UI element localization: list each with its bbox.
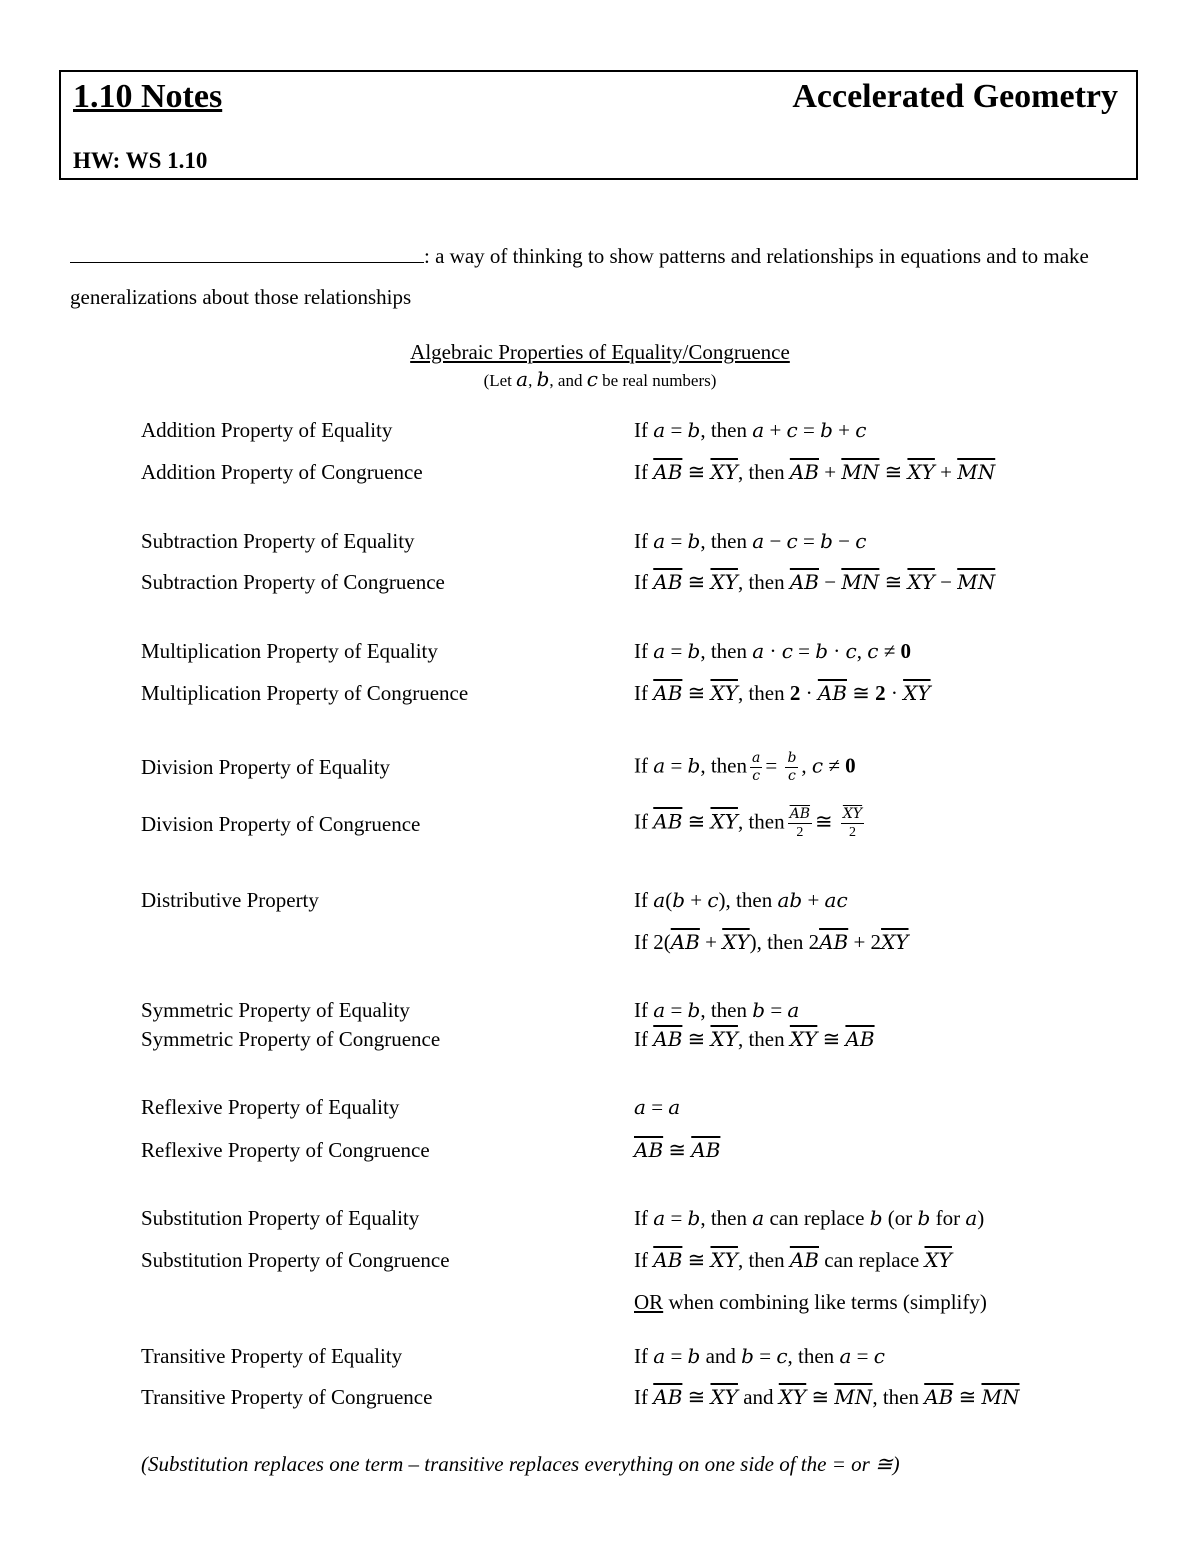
- property-label: Transitive Property of Congruence: [141, 1385, 433, 1409]
- property-label: Addition Property of Congruence: [141, 460, 423, 484]
- property-label: Multiplication Property of Equality: [141, 639, 438, 663]
- property-example: If a = b, then $\frac{a}{c}$ = $\frac{b}{c}$ , c ≠ 0: [634, 750, 856, 784]
- property-label: Transitive Property of Equality: [141, 1344, 403, 1368]
- property-label: Division Property of Equality: [141, 755, 391, 779]
- page-title: 1.10 Notes: [73, 78, 223, 115]
- property-example: If $\overline{AB}$ ≅ $\overline{XY}$, then $\overline{AB} + \overline{MN}$ ≅ $\overline{XY} + \overline{MN}$: [634, 460, 996, 484]
- property-example: a = a: [634, 1095, 681, 1119]
- homework-label: HW: WS 1.10: [73, 148, 208, 173]
- property-example: If $\overline{AB}$ ≅ $\overline{XY}$, then $2 \cdot \overline{AB}$ ≅ $2 \cdot \overline{XY}$: [634, 681, 931, 705]
- header-box: [59, 70, 1138, 180]
- property-example: OR when combining like terms (simplify): [634, 1290, 987, 1314]
- definition-text: : a way of thinking to show patterns and relationships in equations and to make generalizations about those relationships: [70, 244, 1089, 309]
- property-label: Subtraction Property of Equality: [141, 529, 415, 553]
- property-example: $\overline{AB}$ ≅ $\overline{AB}$: [634, 1138, 721, 1162]
- section-title: Algebraic Properties of Equality/Congruence: [410, 340, 790, 364]
- property-label: Reflexive Property of Equality: [141, 1095, 400, 1119]
- property-example: If $\overline{AB}$ ≅ $\overline{XY}$, then $\overline{XY}$ ≅ $\overline{AB}$: [634, 1027, 875, 1051]
- property-label: Division Property of Congruence: [141, 812, 421, 836]
- property-example: If $2(\overline{AB} + \overline{XY})$, then $2\overline{AB} + 2\overline{XY}$: [634, 930, 909, 954]
- property-label: Addition Property of Equality: [141, 418, 393, 442]
- property-label: Reflexive Property of Congruence: [141, 1138, 430, 1162]
- property-example: If $\overline{AB}$ ≅ $\overline{XY}$ and $\overline{XY}$ ≅ $\overline{MN}$, then $\overline{AB}$ ≅ $\overline{MN}$: [634, 1385, 1020, 1409]
- course-title: Accelerated Geometry: [792, 78, 1118, 115]
- definition-paragraph: [70, 236, 1140, 318]
- property-example: If a = b and b = c, then a = c: [634, 1344, 885, 1368]
- property-example: If a = b, then a can replace b (or b for a): [634, 1206, 985, 1230]
- property-label: Subtraction Property of Congruence: [141, 570, 445, 594]
- property-label: Substitution Property of Equality: [141, 1206, 420, 1230]
- property-label: Symmetric Property of Equality: [141, 998, 410, 1022]
- property-example: If $\overline{AB}$ ≅ $\overline{XY}$, then $\overline{AB} - \overline{MN}$ ≅ $\overline{XY} - \overline{MN}$: [634, 570, 996, 594]
- footnote: (Substitution replaces one term – transitive replaces everything on one side of the = or ≅): [141, 1452, 900, 1476]
- property-example: If a = b, then a + c = b + c: [634, 418, 867, 442]
- property-example: If a(b + c), then ab + ac: [634, 888, 848, 912]
- property-label: Substitution Property of Congruence: [141, 1248, 450, 1272]
- fill-in-blank: [70, 240, 424, 263]
- property-example: If $\overline{AB}$ ≅ $\overline{XY}$, then $\frac{\overline{AB}}{2}$ ≅ $\frac{\overline{XY}}{2}$: [634, 806, 863, 840]
- section-subtitle: (Let a, b, and c be real numbers): [483, 367, 717, 391]
- property-label: Multiplication Property of Congruence: [141, 681, 469, 705]
- property-example: If a = b, then a · c = b · c, c ≠ 0: [634, 639, 911, 663]
- property-label: Distributive Property: [141, 888, 319, 912]
- property-label: Symmetric Property of Congruence: [141, 1027, 441, 1051]
- property-example: If $\overline{AB}$ ≅ $\overline{XY}$, then $\overline{AB}$ can replace $\overline{XY}$: [634, 1248, 952, 1272]
- property-example: If a = b, then a − c = b − c: [634, 529, 867, 553]
- property-example: If a = b, then b = a: [634, 998, 800, 1022]
